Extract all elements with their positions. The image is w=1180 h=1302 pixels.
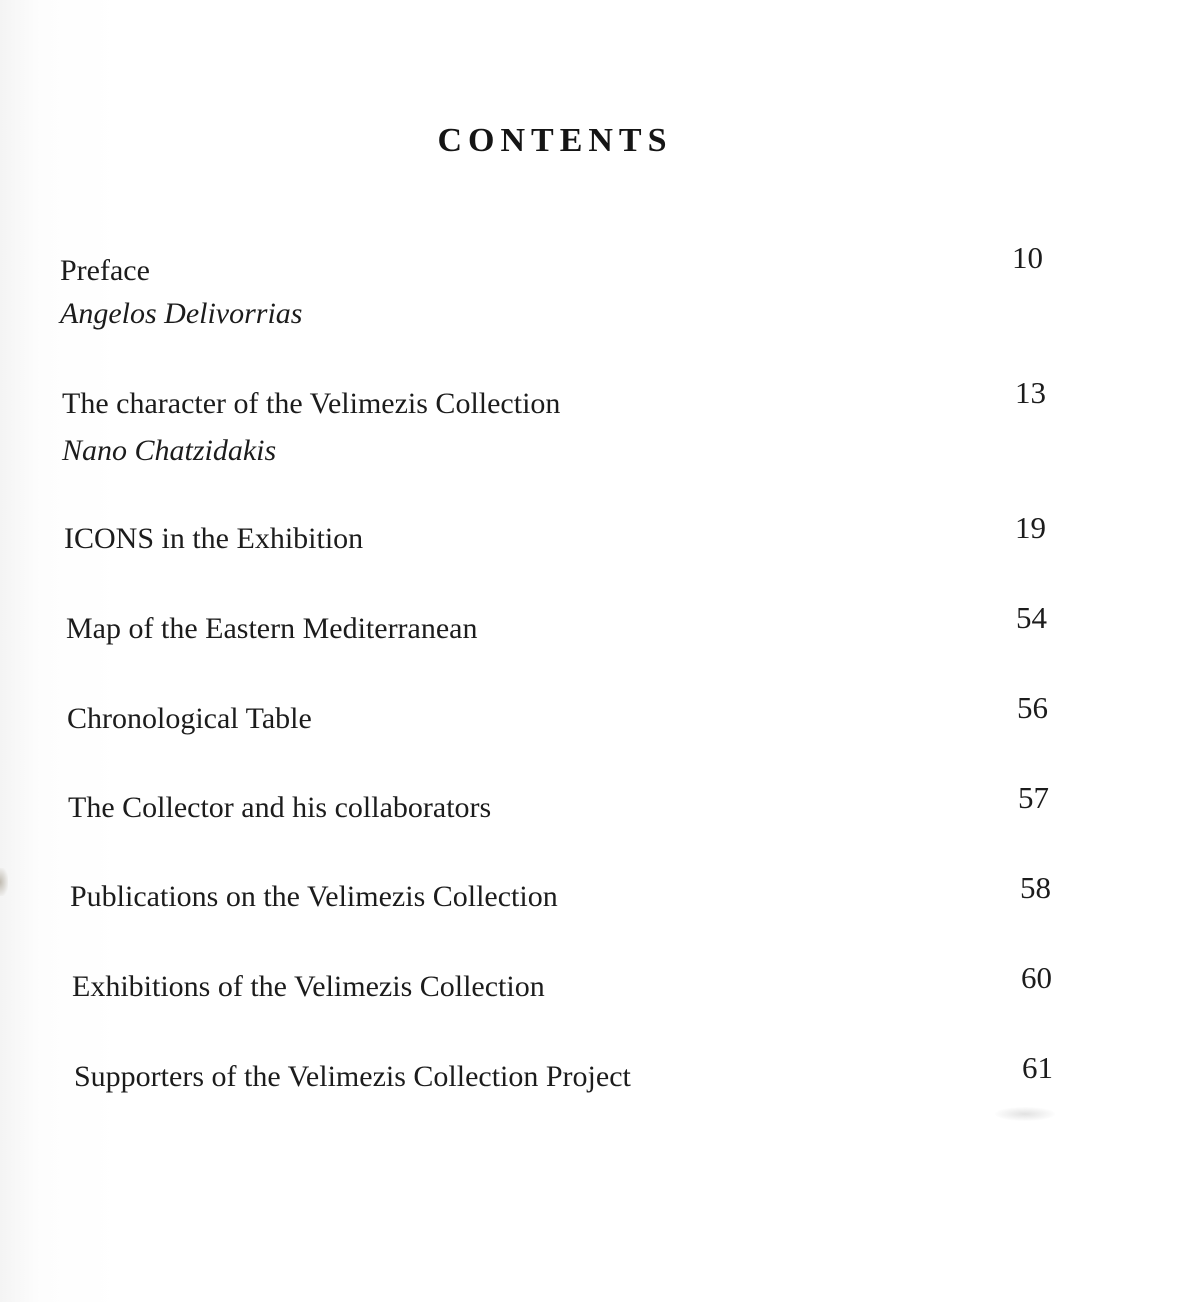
entry-title: Exhibitions of the Velimezis Collection bbox=[72, 970, 545, 1003]
entry-title: Publications on the Velimezis Collection bbox=[70, 880, 558, 913]
entry-page-number: 56 bbox=[1017, 690, 1048, 725]
entry-author: Nano Chatzidakis bbox=[62, 434, 277, 467]
entry-page-number: 10 bbox=[1012, 240, 1043, 275]
entry-title: Supporters of the Velimezis Collection Project bbox=[74, 1060, 631, 1093]
entry-title: The character of the Velimezis Collection bbox=[62, 387, 561, 420]
entry-title: The Collector and his collaborators bbox=[68, 791, 492, 824]
entry-title: Map of the Eastern Mediterranean bbox=[66, 612, 478, 645]
page-title: CONTENTS bbox=[437, 122, 673, 159]
entry-page-number: 58 bbox=[1020, 870, 1051, 905]
entry-page-number: 13 bbox=[1015, 375, 1046, 410]
entry-page-number: 57 bbox=[1018, 780, 1049, 815]
entry-page-number: 54 bbox=[1016, 600, 1047, 635]
entry-page-number: 61 bbox=[1022, 1050, 1053, 1085]
entry-title: ICONS in the Exhibition bbox=[64, 522, 364, 555]
ink-smudge bbox=[995, 1107, 1055, 1121]
entry-page-number: 60 bbox=[1021, 960, 1052, 995]
entry-title: Preface bbox=[60, 254, 150, 287]
binding-edge-mark bbox=[0, 868, 8, 896]
entry-author: Angelos Delivorrias bbox=[60, 297, 303, 330]
entry-page-number: 19 bbox=[1015, 510, 1046, 545]
entry-title: Chronological Table bbox=[67, 702, 312, 735]
